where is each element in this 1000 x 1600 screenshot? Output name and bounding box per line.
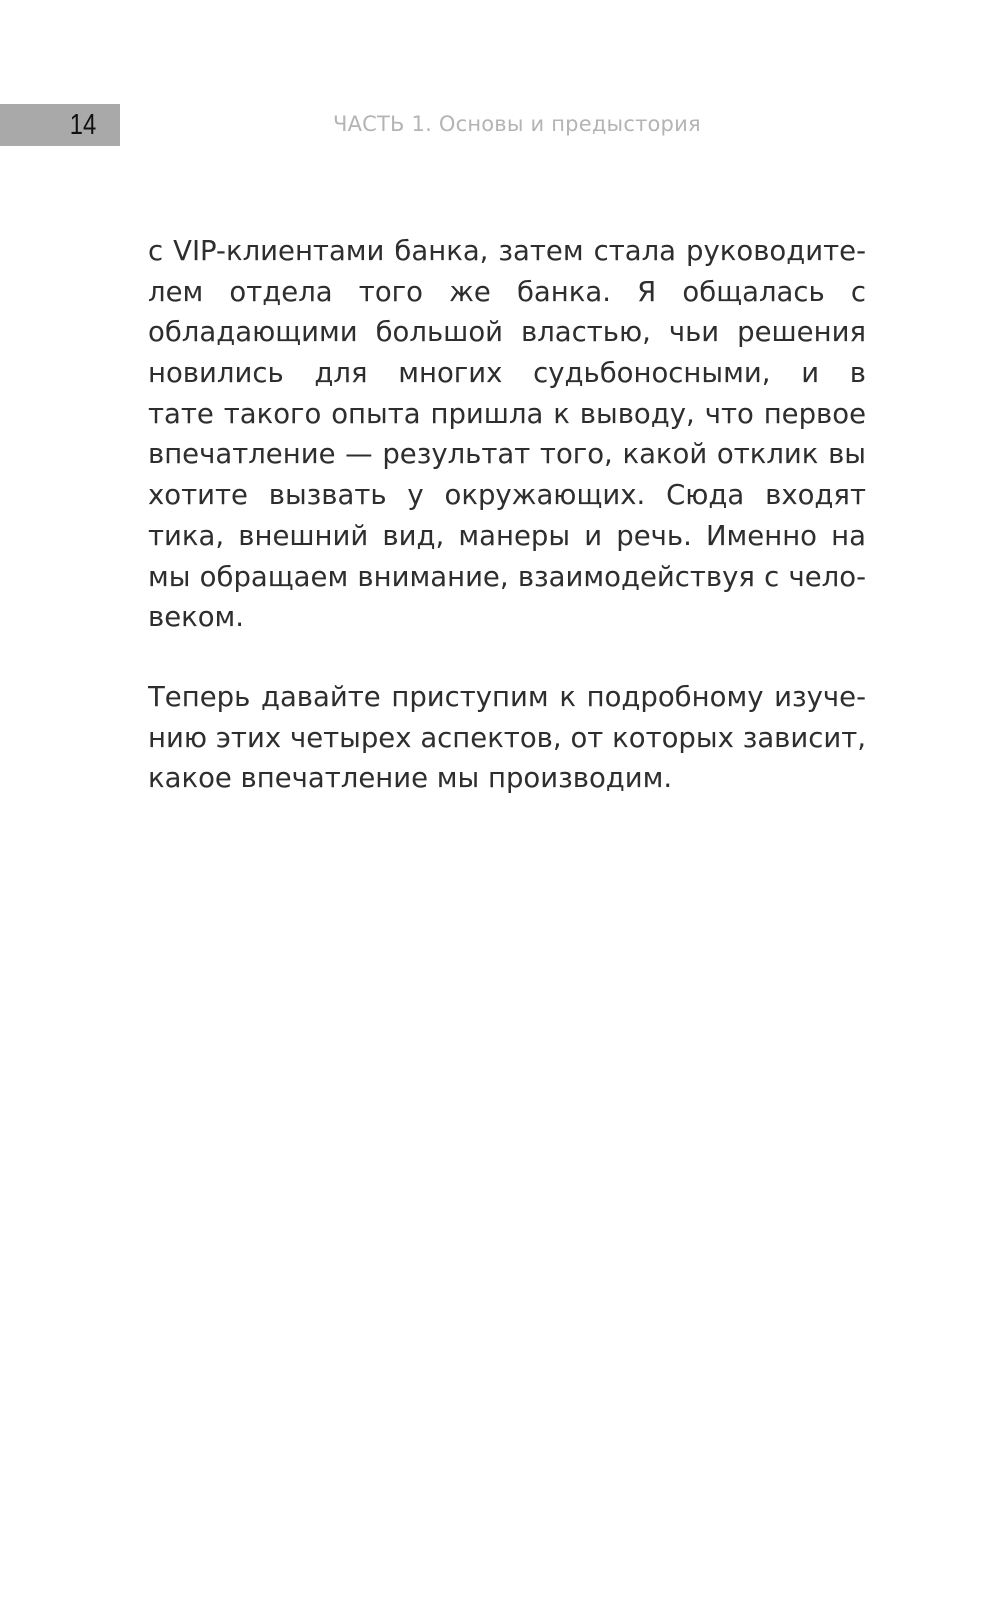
text-line: тика, внешний вид, манеры и речь. Именно на	[148, 519, 866, 552]
page-number-tab	[0, 104, 120, 146]
text-line: нию этих четырех аспектов, от которых зависит,	[148, 721, 866, 754]
running-header: ЧАСТЬ 1. Основы и предыстория	[333, 112, 701, 136]
text-line: лем отдела того же банка. Я общалась с	[148, 275, 866, 308]
text-line: тате такого опыта пришла к выводу, что первое	[148, 397, 866, 430]
paragraph-1	[148, 231, 866, 638]
text-line: хотите вызвать у окружающих. Сюда входят	[148, 479, 866, 512]
text-line: мы обращаем внимание, взаимодействуя с чело-	[148, 560, 866, 593]
text-line: с VIP-клиентами банка, затем стала руководите-	[148, 235, 866, 267]
text-line: какое впечатление мы производим.	[148, 762, 673, 795]
text-line: веком.	[148, 601, 245, 634]
text-line: новились для многих судьбоносными, и в	[148, 357, 866, 390]
text-line: Теперь давайте приступим к подробному изуче-	[148, 681, 866, 713]
text-line: впечатление — результат того, какой отклик вы	[148, 438, 866, 471]
page-number: 14	[69, 108, 96, 141]
paragraph-2	[148, 677, 866, 799]
text-line: обладающими большой властью, чьи решения	[148, 316, 866, 349]
